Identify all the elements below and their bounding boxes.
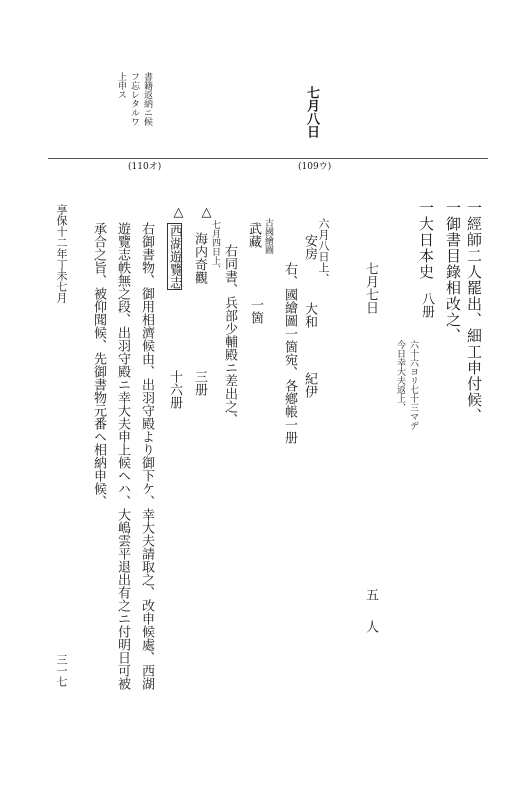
margin-note-line-1: 書籍返納ニ候 (142, 72, 152, 126)
line-record-1: 右御書物、御用相濟候由、出羽守殿より御下ケ、幸大夫請取之、改申候處、西湖 (139, 222, 154, 690)
page-number: 三一七 (55, 654, 68, 687)
book-seiko-yuranshi: 西湖遊覽志 (167, 224, 182, 289)
line-kyoushi: 一經師二人罷出、細工申付候、 (465, 200, 483, 424)
line-dainihonshi-range: 六十六ヨリ七十三マデ (408, 340, 418, 430)
triangle-mark-2: △ (171, 205, 186, 220)
line-date-0707: 七月七日 (363, 262, 378, 314)
page-ref-right: (109ウ) (298, 162, 332, 172)
book-kainaikikan-count: 三册 (192, 370, 207, 396)
line-ikkan: 一箇 (248, 298, 263, 324)
note-kokuezu: 古國繪圖 (263, 218, 273, 254)
date-title: 七月八日 (304, 86, 319, 138)
line-dainihonshi-title: 一大日本史 (417, 200, 435, 280)
line-record-3: 承合之旨、被仰聞候、先御書物元番ヘ相納申候、 (91, 222, 106, 508)
line-dainihonshi-count: 八册 (419, 292, 434, 318)
line-five: 五 (363, 588, 378, 601)
book-seiko-count: 十六册 (167, 370, 182, 409)
page-ref-left: (110オ) (128, 162, 162, 172)
line-shomoku: 一御書目錄相改之、 (444, 200, 462, 344)
line-dainihonshi-return: 今日幸大夫返上、 (395, 340, 405, 412)
triangle-mark-1: △ (199, 205, 214, 220)
margin-note-line-3: 上申ス (116, 72, 126, 99)
province-kii: 紀伊 (302, 372, 317, 398)
line-hyoubu: 右同書、兵部少輔殿ニ差出之、 (222, 244, 237, 426)
page-divider-rule (48, 158, 488, 159)
note-0704: 七月四日上、 (210, 220, 220, 274)
province-awa: 安房 (302, 234, 317, 260)
line-kokuezu: 右、國繪圖一箇宛、各鄕帳一册 (282, 262, 297, 444)
margin-note-line-2: フ忘レタルワ (129, 72, 139, 126)
line-person: 人 (363, 620, 378, 633)
book-kainaikikan: 海内奇觀 (192, 232, 207, 284)
line-record-2: 遊覽志帙無之段、出羽守殿ニ幸大夫申上候ヘハ、大嶋雲平退出有之ニ付明日可被 (115, 222, 130, 690)
province-musashi: 武藏 (246, 222, 261, 248)
note-0608: 六月八日上、 (317, 218, 330, 284)
province-yamato: 大和 (302, 302, 317, 328)
running-head: 享保十二年丁未七月 (55, 204, 68, 303)
